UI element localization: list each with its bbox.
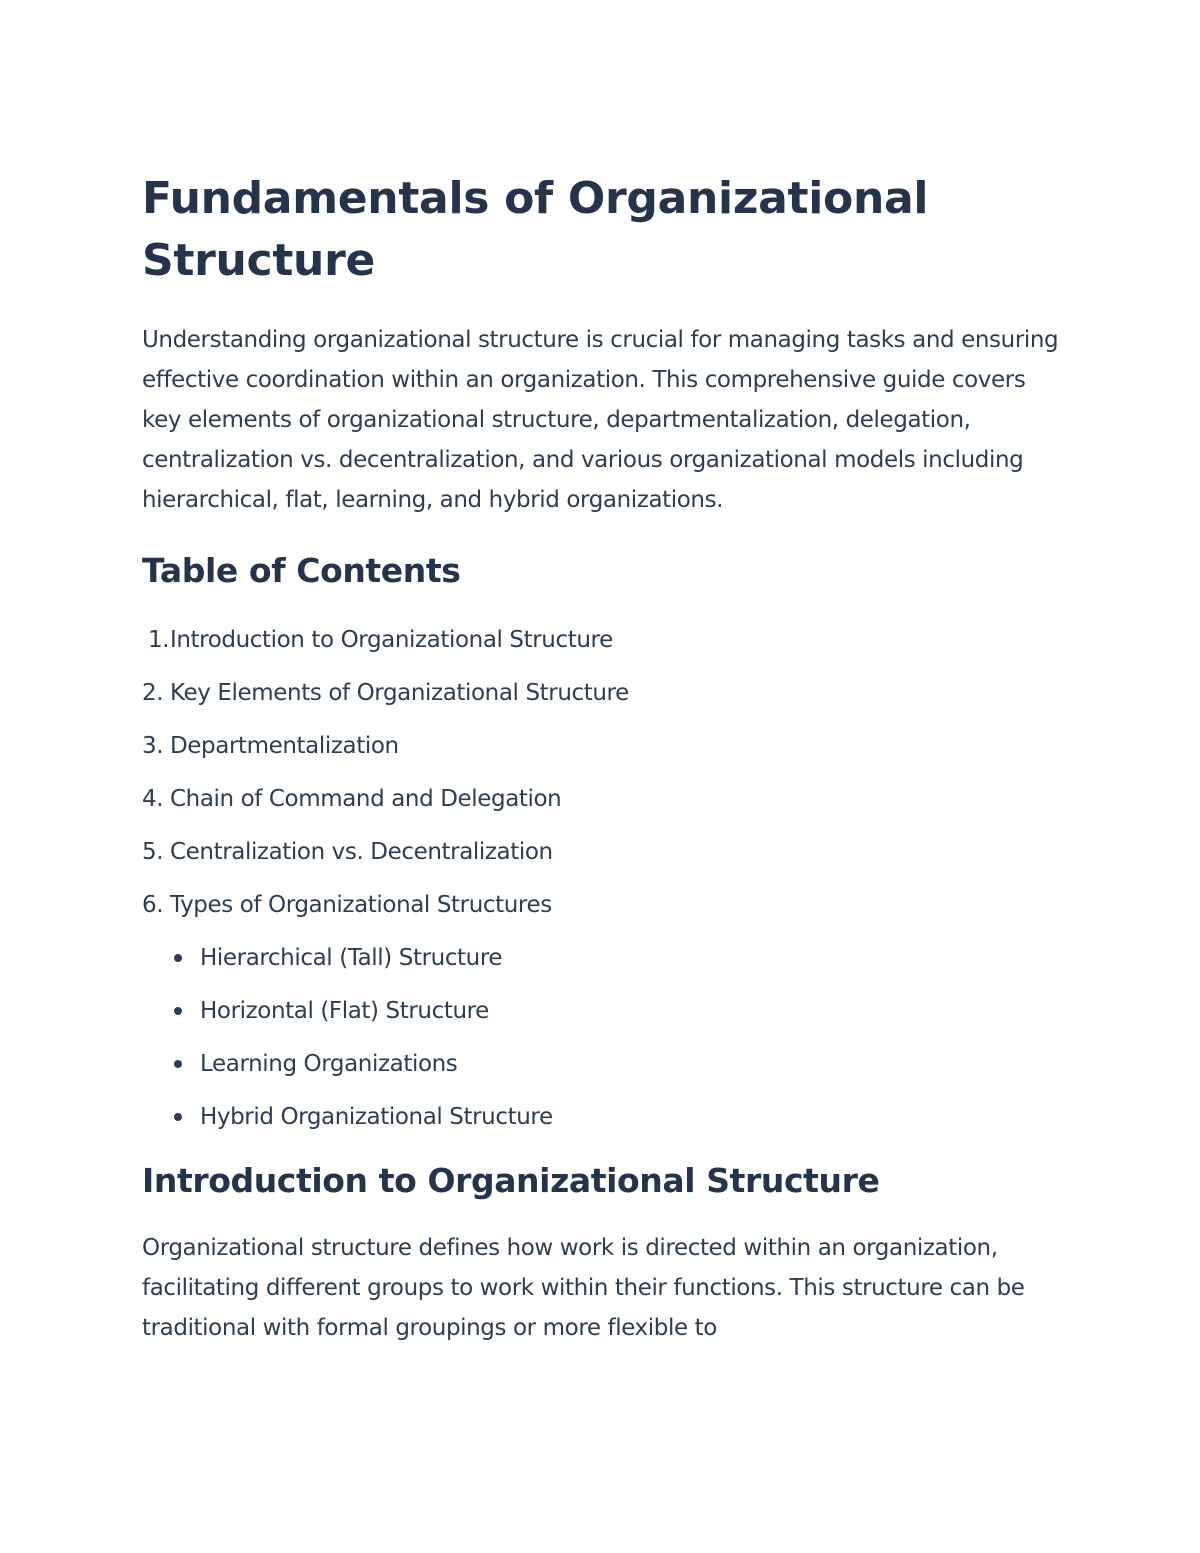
- toc-sublist: [142, 932, 1060, 1144]
- toc-heading: Table of Contents: [142, 551, 461, 590]
- toc-item-types[interactable]: [142, 879, 1060, 1144]
- toc-item-number: 4.: [142, 786, 164, 812]
- toc-subitem-label: Learning Organizations: [200, 1051, 458, 1077]
- toc-item-number: 3.: [142, 733, 164, 759]
- toc-item-key-elements[interactable]: [142, 667, 1060, 720]
- toc-item-label: Introduction to Organizational Structure: [170, 627, 613, 653]
- toc-subitem-learning[interactable]: [142, 1038, 1060, 1091]
- toc-subitem-label: Hybrid Organizational Structure: [200, 1104, 553, 1130]
- section-paragraph-introduction: Organizational structure defines how work is directed within an organization, facilitating different groups to work within their functions. This structure can be traditional with formal groupings or more flexible to: [142, 1235, 1025, 1341]
- toc-item-label: Types of Organizational Structures: [170, 892, 552, 918]
- toc-subitem-label: Hierarchical (Tall) Structure: [200, 945, 503, 971]
- toc-item-label: Key Elements of Organizational Structure: [170, 680, 629, 706]
- toc-item-label: Centralization vs. Decentralization: [170, 839, 553, 865]
- toc-subitem-horizontal[interactable]: [142, 985, 1060, 1038]
- toc-item-label: Chain of Command and Delegation: [170, 786, 562, 812]
- toc-item-number: 2.: [142, 680, 164, 706]
- intro-paragraph: Understanding organizational structure is crucial for managing tasks and ensuring effective coordination within an organization. This comprehensive guide covers key elements of organizational structure, departmentalization, delegation, centralization vs. decentralization, and various organizational models including hierarchical, flat, learning, and hybrid organizations.: [142, 327, 1059, 513]
- toc-item-centralization[interactable]: [142, 826, 1060, 879]
- toc-item-departmentalization[interactable]: [142, 720, 1060, 773]
- bullet-icon: [174, 1113, 182, 1121]
- section-heading-introduction: Introduction to Organizational Structure: [142, 1161, 880, 1200]
- bullet-icon: [174, 954, 182, 962]
- page-title: Fundamentals of Organizational Structure: [142, 173, 929, 286]
- toc-item-number: 1.: [148, 627, 170, 653]
- bullet-icon: [174, 1060, 182, 1068]
- bullet-icon: [174, 1007, 182, 1015]
- toc-item-number: 5.: [142, 839, 164, 865]
- toc-item-introduction[interactable]: [142, 614, 1060, 667]
- toc-subitem-label: Horizontal (Flat) Structure: [200, 998, 489, 1024]
- toc-item-number: 6.: [142, 892, 164, 918]
- toc-item-chain-of-command[interactable]: [142, 773, 1060, 826]
- toc-subitem-hierarchical[interactable]: [142, 932, 1060, 985]
- toc-subitem-hybrid[interactable]: [142, 1091, 1060, 1144]
- table-of-contents: [142, 614, 1060, 1144]
- toc-item-label: Departmentalization: [170, 733, 399, 759]
